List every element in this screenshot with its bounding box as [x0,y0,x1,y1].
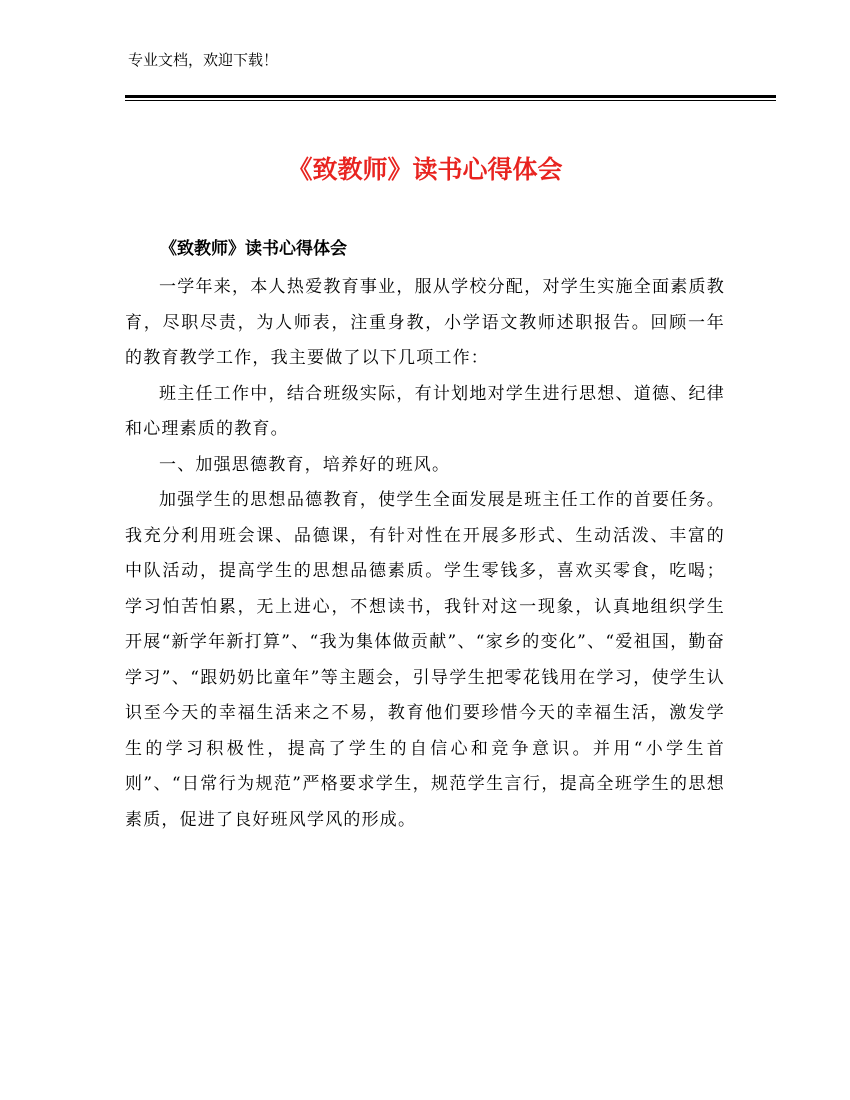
paragraph-intro: 一学年来，本人热爱教育事业，服从学校分配，对学生实施全面素质教育，尽职尽责，为人师表，注重身教，小学语文教师述职报告。回顾一年的教育教学工作，我主要做了以下几项工作： [125,277,725,368]
header-rule-thin [125,100,776,101]
paragraph-section-heading: 一、加强思德教育，培养好的班风。 [159,454,451,475]
header-note: 专业文档，欢迎下载！ [128,51,279,69]
document-body [125,270,725,838]
header-rule-thick [125,95,776,98]
document-title: 《致教师》读书心得体会 [287,155,563,184]
document-subtitle: 《致教师》读书心得体会 [160,239,347,259]
paragraph-class-teacher: 班主任工作中，结合班级实际，有计划地对学生进行思想、道德、纪律和心理素质的教育。 [125,383,725,439]
paragraph-moral-education: 加强学生的思想品德教育，使学生全面发展是班主任工作的首要任务。我充分利用班会课、品德课，有针对性在开展多形式、生动活泼、丰富的中队活动，提高学生的思想品德素质。学生零钱多，喜欢买零食，吃喝；学习怕苦怕累，无上进心，不想读书，我针对这一现象，认真地组织学生开展“新学年新打算”、“我为集体做贡献”、“家乡的变化”、“爱祖国，勤奋学习”、“跟奶奶比童年”等主题会，引导学生把零花钱用在学习，使学生认识至今天的幸福生活来之不易，教育他们要珍惜今天的幸福生活，激发学生的学习积极性，提高了学生的自信心和竞争意识。并用“小学生首则”、“日常行为规范”严格要求学生，规范学生言行，提高全班学生的思想素质，促进了良好班风学风的形成。 [125,490,725,830]
